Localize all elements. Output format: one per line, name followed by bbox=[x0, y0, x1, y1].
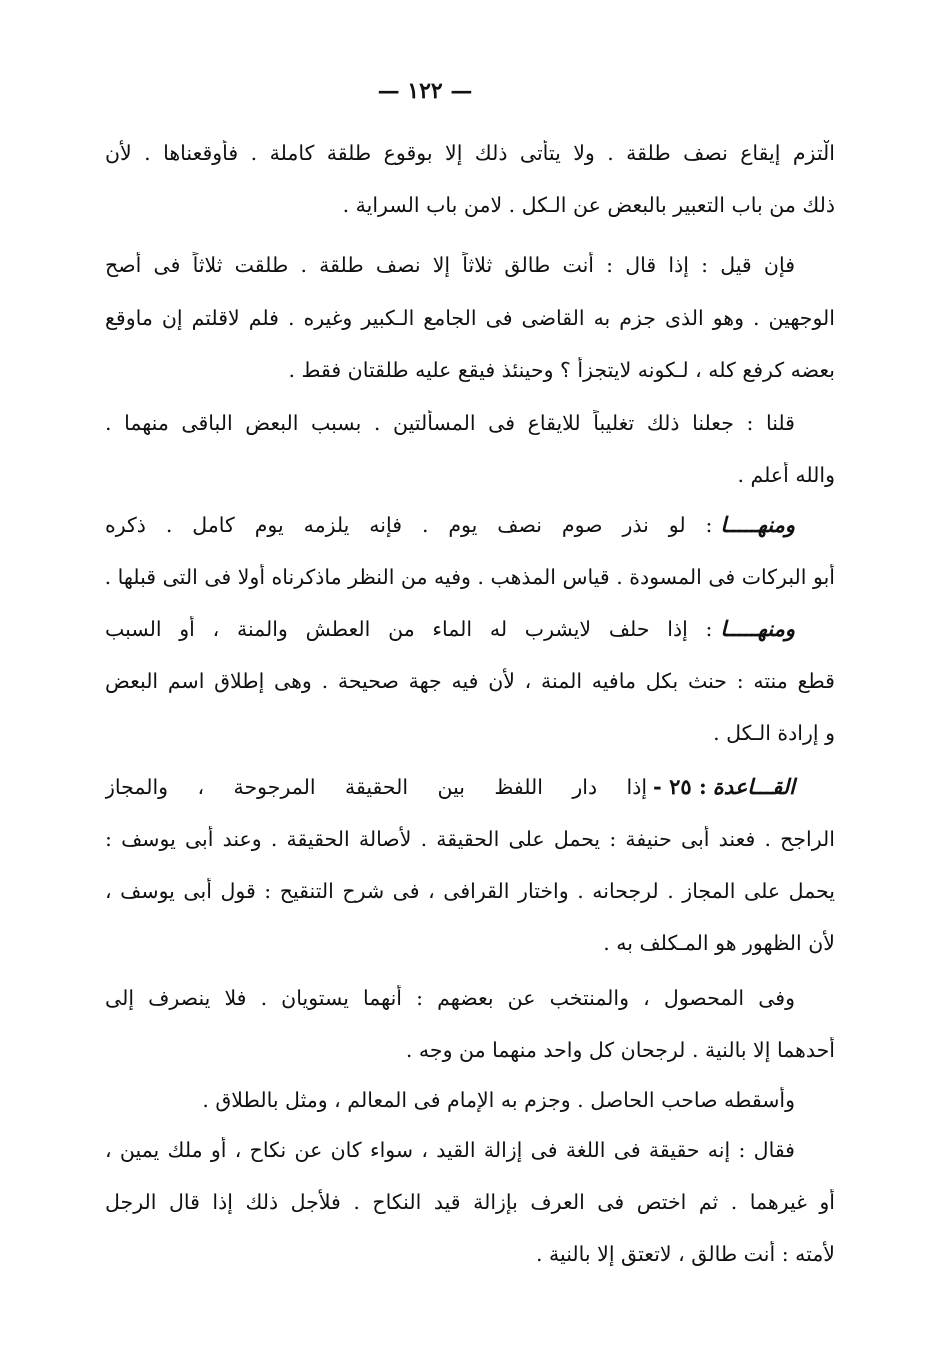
paragraph-line bbox=[105, 462, 835, 488]
paragraph bbox=[105, 1087, 835, 1113]
paragraph bbox=[105, 140, 835, 166]
text-line: الْتزم إيقاع نصف طلقة . ولا يتأتى ذلك إلا بوقوع طلقة كاملة . فأوقعناها . لأن bbox=[105, 141, 835, 165]
text-line: بعضه كرفع كله ، لـكونه لايتجزأ ؟ وحينئذ فيقع عليه طلقتان فقط . bbox=[288, 358, 835, 382]
text-line: إذا دار اللفظ بين الحقيقة المرجوحة ، والمجاز bbox=[105, 775, 648, 799]
paragraph-line bbox=[105, 930, 835, 956]
paragraph bbox=[105, 512, 835, 538]
paragraph bbox=[105, 252, 835, 278]
text-line: قطع منته : حنث بكل مافيه المنة ، لأن فيه جهة صحيحة . وهى إطلاق اسم البعض bbox=[105, 669, 835, 693]
text-line: قلنا : جعلنا ذلك تغليباً للايقاع فى المسألتين . بسبب البعض الباقى منهما . bbox=[105, 411, 795, 435]
text-line: ذلك من باب التعبير بالبعض عن الـكل . لامن باب السراية . bbox=[342, 193, 835, 217]
text-line: لأن الظهور هو المـكلف به . bbox=[603, 931, 835, 955]
text-line: : لو نذر صوم نصف يوم . فإنه يلزمه يوم كامل . ذكره bbox=[105, 513, 713, 537]
text-line: أو غيرهما . ثم اختص فى العرف بإزالة قيد النكاح . فلأجل ذلك إذا قال الرجل bbox=[105, 1190, 835, 1214]
page-number: — ١٢٢ — bbox=[377, 78, 473, 104]
paragraph bbox=[105, 410, 835, 436]
paragraph-line bbox=[105, 357, 835, 383]
paragraph-line bbox=[105, 1037, 835, 1063]
text-line: و إرادة الـكل . bbox=[713, 721, 835, 745]
paragraph-line bbox=[105, 720, 835, 746]
paragraph bbox=[105, 616, 835, 642]
text-line: والله أعلم . bbox=[737, 463, 835, 487]
text-line: فقال : إنه حقيقة فى اللغة فى إزالة القيد ، سواء كان عن نكاح ، أو ملك يمين ، bbox=[105, 1138, 795, 1162]
text-line: وفى المحصول ، والمنتخب عن بعضهم : أنهما يستويان . فلا ينصرف إلى bbox=[105, 986, 795, 1010]
text-line: الوجهين . وهو الذى جزم به القاضى فى الجامع الـكبير وغيره . فلم لاقلتم إن ماوقع bbox=[105, 306, 835, 330]
paragraph-line bbox=[105, 1241, 835, 1267]
text-line: لأمته : أنت طالق ، لاتعتق إلا بالنية . bbox=[536, 1242, 835, 1266]
paragraph bbox=[105, 1137, 835, 1163]
paragraph-line bbox=[105, 1189, 835, 1215]
paragraph-line bbox=[105, 878, 835, 904]
text-line: : إذا حلف لايشرب له الماء من العطش والمنة ، أو السبب bbox=[105, 617, 713, 641]
text-line: وأسقطه صاحب الحاصل . وجزم به الإمام فى المعالم ، ومثل بالطلاق . bbox=[202, 1088, 795, 1112]
section-heading: ومنهـــــا bbox=[720, 512, 795, 537]
rule-label: القـــاعدة bbox=[712, 774, 795, 799]
text-line: الراجح . فعند أبى حنيفة : يحمل على الحقيقة . لأصالة الحقيقة . وعند أبى يوسف : bbox=[105, 827, 835, 851]
paragraph-line bbox=[105, 564, 835, 590]
text-line: أبو البركات فى المسودة . قياس المذهب . وفيه من النظر ماذكرناه أولا فى التى قبلها . bbox=[105, 565, 835, 589]
paragraph-line bbox=[105, 192, 835, 218]
paragraph bbox=[105, 985, 835, 1011]
text-line: فإن قيل : إذا قال : أنت طالق ثلاثاً إلا نصف طلقة . طلقت ثلاثاً فى أصح bbox=[105, 253, 795, 277]
paragraph-line bbox=[105, 826, 835, 852]
paragraph bbox=[105, 774, 835, 800]
paragraph-line bbox=[105, 668, 835, 694]
paragraph-line bbox=[105, 305, 835, 331]
text-line: أحدهما إلا بالنية . لرجحان كل واحد منهما من وجه . bbox=[405, 1038, 835, 1062]
text-line: يحمل على المجاز . لرجحانه . واختار القرافى ، فى شرح التنقيح : قول أبى يوسف ، bbox=[105, 879, 835, 903]
section-heading: ومنهـــــا bbox=[720, 616, 795, 641]
rule-number: : ٢٥ - bbox=[653, 774, 707, 799]
